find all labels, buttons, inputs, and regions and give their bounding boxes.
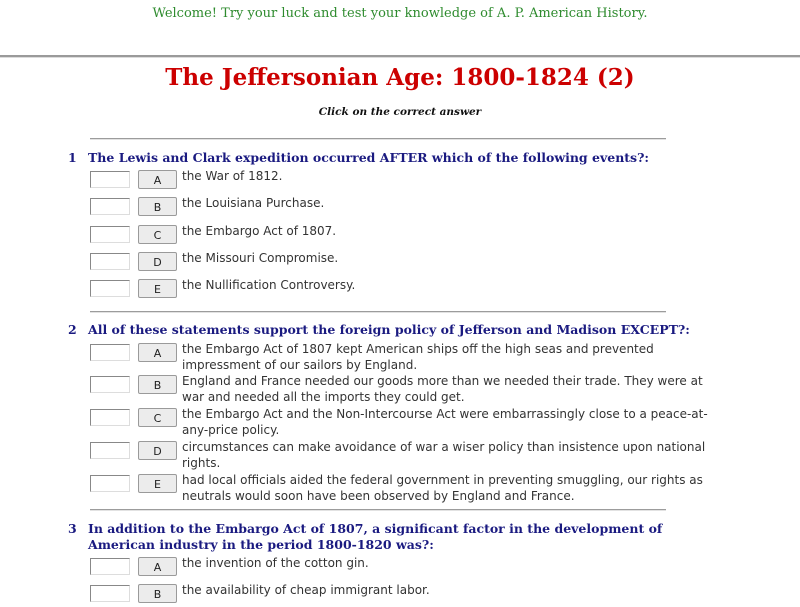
question-1: [68, 150, 728, 166]
answer-text: had local officials aided the federal government in preventing smuggling, our rights as neutrals would soon have been observed by England and France.: [182, 473, 703, 503]
answer-text: the Embargo Act and the Non-Intercourse Act were embarrassingly close to a peace-at-any-price policy.: [182, 407, 708, 437]
answer-option-1d: [90, 251, 730, 275]
question-text: The Lewis and Clark expedition occurred AFTER which of the following events?:: [88, 150, 650, 165]
answer-text: the Missouri Compromise.: [182, 251, 339, 265]
answer-feedback-field: [90, 171, 130, 188]
answer-button-d[interactable]: D: [138, 252, 177, 271]
answer-option-1b: [90, 196, 730, 220]
answer-feedback-field: [90, 198, 130, 215]
answer-button-c[interactable]: C: [138, 408, 177, 427]
answer-feedback-field: [90, 409, 130, 426]
answer-option-2a: [90, 342, 730, 372]
answer-text: the availability of cheap immigrant labor.: [182, 583, 430, 597]
answer-feedback-field: [90, 475, 130, 492]
question-text: In addition to the Embargo Act of 1807, a significant factor in the development of American industry in the period 1800-1820 was?:: [88, 521, 663, 552]
answer-feedback-field: [90, 442, 130, 459]
answer-option-1a: [90, 169, 730, 193]
answer-feedback-field: [90, 344, 130, 361]
answer-option-3a: [90, 556, 730, 580]
answer-button-b[interactable]: B: [138, 197, 177, 216]
question-number: 3: [68, 521, 77, 536]
question-2: [68, 322, 728, 338]
instruction-text: Click on the correct answer: [318, 106, 482, 118]
answer-option-1e: [90, 278, 730, 302]
answer-text: the invention of the cotton gin.: [182, 556, 369, 570]
answer-option-2d: [90, 440, 730, 470]
answer-text: the War of 1812.: [182, 169, 283, 183]
answer-button-c[interactable]: C: [138, 225, 177, 244]
question-divider: [90, 138, 666, 140]
answer-button-e[interactable]: E: [138, 279, 177, 298]
question-text: All of these statements support the foreign policy of Jefferson and Madison EXCEPT?:: [88, 322, 690, 337]
question-3: [68, 521, 728, 553]
answer-button-a[interactable]: A: [138, 557, 177, 576]
answer-button-d[interactable]: D: [138, 441, 177, 460]
question-divider: [90, 311, 666, 313]
answer-button-e[interactable]: E: [138, 474, 177, 493]
answer-button-a[interactable]: A: [138, 343, 177, 362]
answer-text: circumstances can make avoidance of war a wiser policy than insistence upon national rights.: [182, 440, 706, 470]
answer-feedback-field: [90, 253, 130, 270]
question-number: 1: [68, 150, 77, 165]
answer-text: the Louisiana Purchase.: [182, 196, 325, 210]
answer-option-2e: [90, 473, 730, 503]
header-divider: [0, 55, 800, 58]
answer-feedback-field: [90, 376, 130, 393]
answer-feedback-field: [90, 558, 130, 575]
answer-feedback-field: [90, 280, 130, 297]
answer-text: the Embargo Act of 1807 kept American ships off the high seas and prevented impressment of our sailors by England.: [182, 342, 654, 372]
answer-option-3b: [90, 583, 730, 607]
answer-text: the Embargo Act of 1807.: [182, 224, 337, 238]
answer-option-2c: [90, 407, 730, 437]
question-divider: [90, 509, 666, 511]
page-title: The Jeffersonian Age: 1800-1824 (2): [165, 64, 635, 91]
answer-button-b[interactable]: B: [138, 375, 177, 394]
answer-option-2b: [90, 374, 730, 404]
question-number: 2: [68, 322, 77, 337]
welcome-banner: Welcome! Try your luck and test your knowledge of A. P. American History.: [152, 6, 648, 21]
answer-button-a[interactable]: A: [138, 170, 177, 189]
answer-feedback-field: [90, 585, 130, 602]
answer-option-1c: [90, 224, 730, 248]
answer-feedback-field: [90, 226, 130, 243]
answer-button-b[interactable]: B: [138, 584, 177, 603]
answer-text: the Nullification Controversy.: [182, 278, 356, 292]
answer-text: England and France needed our goods more than we needed their trade. They were at war and needed all the imports they could get.: [182, 374, 703, 404]
